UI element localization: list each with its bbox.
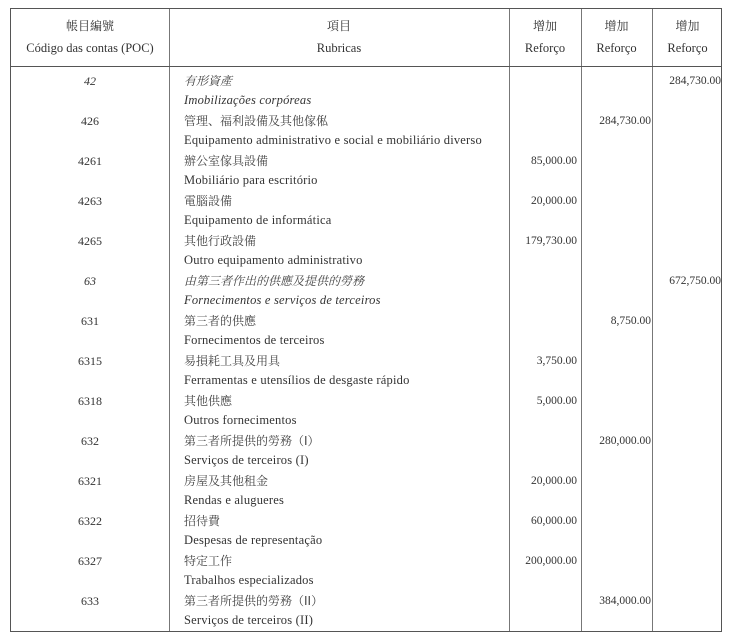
item-label-pt: Fornecimentos de terceiros — [184, 333, 325, 347]
header-col3-pt: Reforço — [667, 41, 708, 55]
table-row — [11, 309, 721, 349]
item-label-zh: 特定工作 — [184, 554, 233, 568]
item-label-zh: 有形資產 — [184, 74, 233, 88]
item-label-zh: 其他行政設備 — [184, 234, 257, 248]
account-code: 6322 — [78, 514, 102, 528]
table-row — [11, 389, 721, 429]
item-label-pt: Outro equipamento administrativo — [184, 253, 363, 267]
header-code-pt: Código das contas (POC) — [26, 41, 154, 55]
account-code: 6321 — [78, 474, 102, 488]
header-code-zh: 帳目編號 — [65, 19, 114, 33]
item-label-zh: 招待費 — [184, 514, 221, 528]
amount-col1: 20,000.00 — [531, 475, 577, 487]
account-code: 633 — [81, 594, 99, 608]
account-code: 631 — [81, 314, 99, 328]
item-label-pt: Despesas de representação — [184, 533, 323, 547]
header-code — [11, 9, 169, 66]
amount-col1: 85,000.00 — [531, 155, 577, 167]
account-code: 6315 — [78, 354, 102, 368]
header-col1-zh: 增加 — [532, 19, 557, 33]
account-code: 4265 — [78, 234, 102, 248]
item-label-pt: Imobilizações corpóreas — [184, 93, 312, 107]
table-row — [11, 589, 721, 629]
table-row — [11, 149, 721, 189]
account-code: 42 — [84, 74, 96, 88]
item-label-zh: 其他供應 — [184, 394, 233, 408]
budget-table — [10, 8, 722, 632]
header-col2-pt: Reforço — [596, 41, 637, 55]
amount-col2: 8,750.00 — [610, 315, 651, 327]
amount-col3: 284,730.00 — [669, 75, 721, 87]
table-row — [11, 509, 721, 549]
table-row — [11, 269, 721, 309]
item-label-zh: 第三者所提供的勞務（I） — [184, 434, 320, 448]
header-col1 — [509, 9, 581, 66]
table-row — [11, 229, 721, 269]
item-label-pt: Fornecimentos e serviços de terceiros — [184, 293, 381, 307]
header-col3 — [652, 9, 723, 66]
item-label-zh: 辦公室傢具設備 — [184, 154, 269, 168]
amount-col1: 5,000.00 — [536, 395, 577, 407]
table-row — [11, 429, 721, 469]
account-code: 4263 — [78, 194, 102, 208]
table-row — [11, 469, 721, 509]
item-label-zh: 易損耗工具及用具 — [184, 354, 281, 368]
amount-col2: 384,000.00 — [599, 595, 651, 607]
item-label-pt: Serviços de terceiros (I) — [184, 453, 309, 467]
item-label-zh: 第三者所提供的勞務（II） — [184, 594, 324, 608]
amount-col1: 60,000.00 — [531, 515, 577, 527]
account-code: 6327 — [78, 554, 102, 568]
account-code: 6318 — [78, 394, 102, 408]
amount-col1: 20,000.00 — [531, 195, 577, 207]
amount-col2: 280,000.00 — [599, 435, 651, 447]
header-item — [169, 9, 509, 66]
item-label-pt: Mobiliário para escritório — [184, 173, 318, 187]
item-label-pt: Equipamento de informática — [184, 213, 332, 227]
table-row — [11, 109, 721, 149]
account-code: 4261 — [78, 154, 102, 168]
item-label-pt: Equipamento administrativo e social e mobiliário diverso — [184, 133, 482, 147]
item-label-zh: 房屋及其他租金 — [184, 474, 269, 488]
header-col2 — [581, 9, 652, 66]
table-header — [11, 9, 721, 67]
amount-col1: 179,730.00 — [525, 235, 577, 247]
table-row — [11, 189, 721, 229]
item-label-pt: Serviços de terceiros (II) — [184, 613, 314, 627]
amount-col3: 672,750.00 — [669, 275, 721, 287]
account-code: 63 — [84, 274, 96, 288]
item-label-pt: Trabalhos especializados — [184, 573, 314, 587]
header-col3-zh: 增加 — [675, 19, 700, 33]
item-label-zh: 第三者的供應 — [184, 314, 257, 328]
amount-col1: 200,000.00 — [525, 555, 577, 567]
item-label-pt: Outros fornecimentos — [184, 413, 297, 427]
item-label-zh: 由第三者作出的供應及提供的勞務 — [184, 274, 365, 288]
item-label-zh: 電腦設備 — [184, 194, 233, 208]
amount-col1: 3,750.00 — [536, 355, 577, 367]
account-code: 426 — [81, 114, 99, 128]
table-row — [11, 69, 721, 109]
table-row — [11, 349, 721, 389]
header-col1-pt: Reforço — [524, 41, 566, 55]
header-col2-zh: 增加 — [604, 19, 629, 33]
account-code: 632 — [81, 434, 99, 448]
header-item-zh: 項目 — [326, 19, 351, 33]
item-label-zh: 管理、福利設備及其他傢俬 — [184, 114, 329, 128]
header-item-pt: Rubricas — [316, 41, 362, 55]
amount-col2: 284,730.00 — [599, 115, 651, 127]
item-label-pt: Rendas e alugueres — [184, 493, 285, 507]
item-label-pt: Ferramentas e utensílios de desgaste rápido — [184, 373, 410, 387]
table-row — [11, 549, 721, 589]
